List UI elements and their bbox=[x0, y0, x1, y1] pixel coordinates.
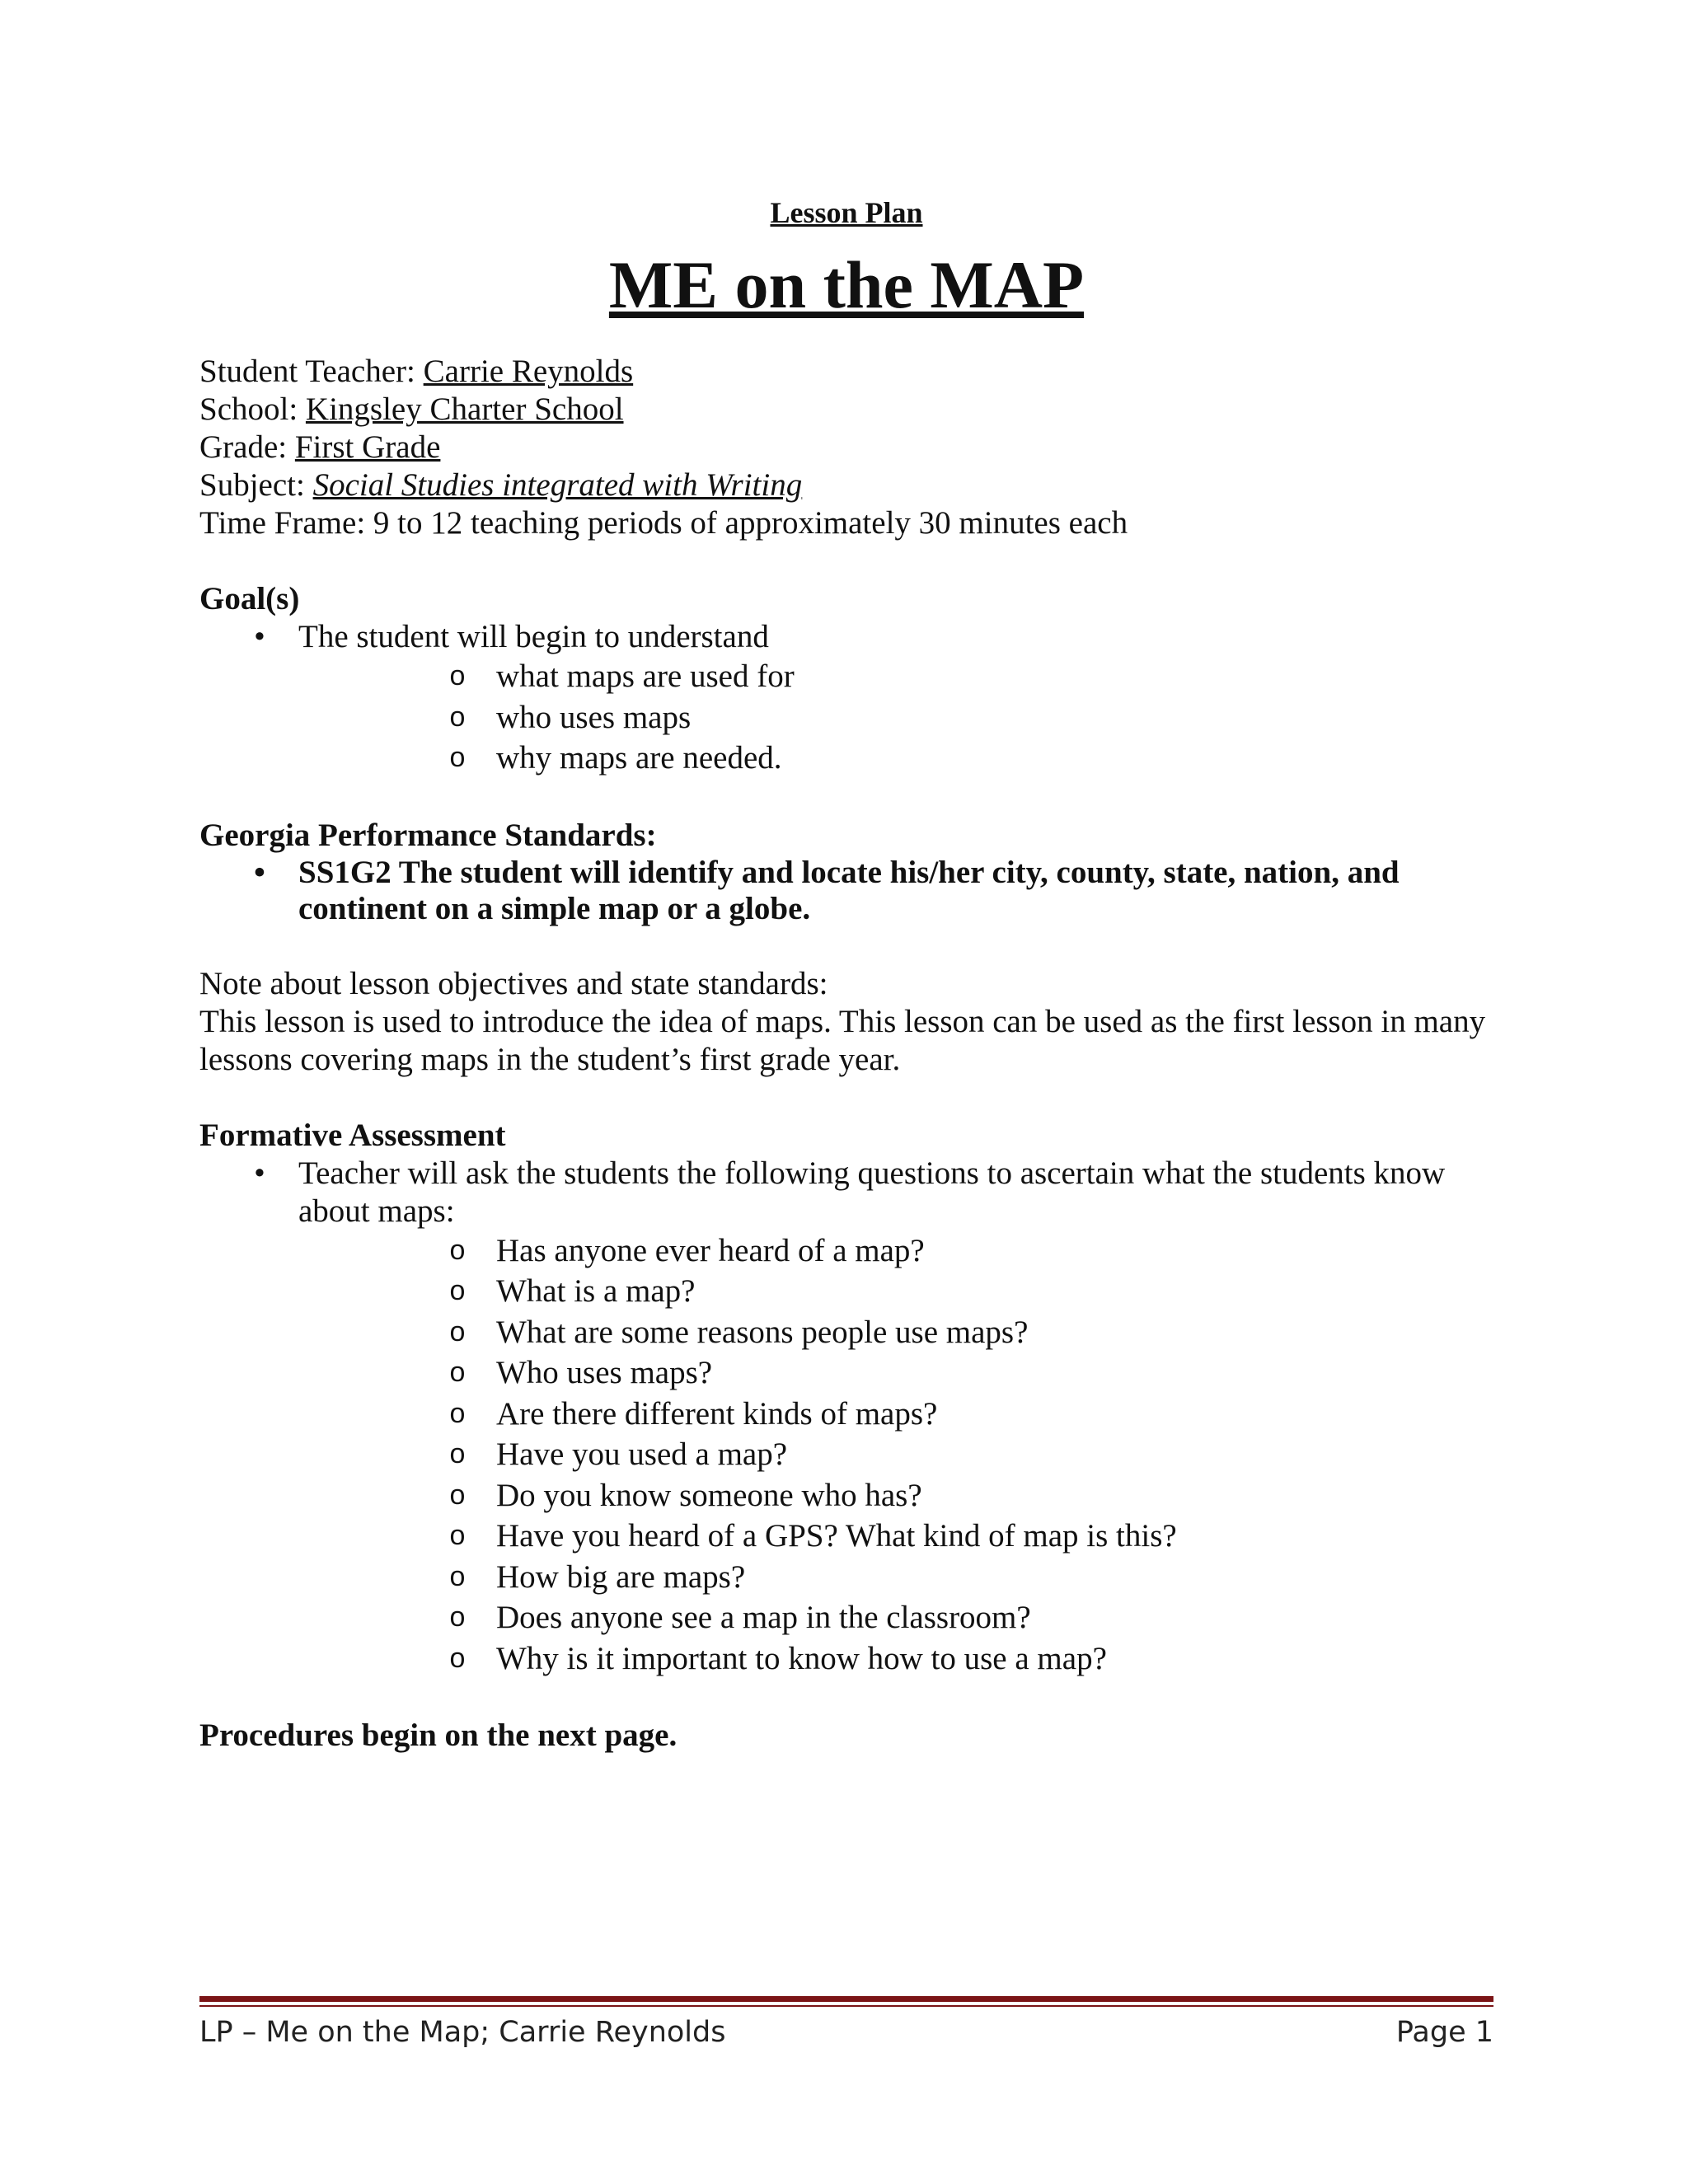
list-item-text: Does anyone see a map in the classroom? bbox=[496, 1600, 1031, 1635]
standards-bullet bbox=[199, 855, 1493, 927]
assessment-section bbox=[199, 1117, 1493, 1680]
list-item bbox=[298, 1271, 1493, 1312]
list-item bbox=[298, 1230, 1493, 1272]
list-item-text: What is a map? bbox=[496, 1273, 696, 1309]
page-number: Page 1 bbox=[1395, 2016, 1493, 2049]
footer-title: LP – Me on the Map; Carrie Reynolds bbox=[199, 2016, 726, 2049]
list-item-text: what maps are used for bbox=[496, 658, 795, 694]
list-item-text: Do you know someone who has? bbox=[496, 1477, 922, 1513]
list-item bbox=[298, 1516, 1493, 1557]
sub-marker: o bbox=[449, 1520, 466, 1551]
note-heading: Note about lesson objectives and state standards: bbox=[199, 965, 828, 1001]
note-section bbox=[199, 965, 1493, 1079]
list-item bbox=[298, 1475, 1493, 1516]
sub-marker: o bbox=[449, 1234, 466, 1266]
procedures-note: Procedures begin on the next page. bbox=[199, 1718, 678, 1753]
subject-line bbox=[199, 466, 1493, 504]
school-line bbox=[199, 391, 1493, 429]
standards-bullet-text: SS1G2 The student will identify and locate his/her city, county, state, nation, and continent on a simple map or a globe. bbox=[298, 854, 1400, 926]
sub-marker: o bbox=[449, 1479, 466, 1511]
standards-list bbox=[199, 855, 1493, 927]
sub-marker: o bbox=[449, 1601, 466, 1633]
list-item-text: How big are maps? bbox=[496, 1558, 746, 1595]
sub-marker: o bbox=[449, 701, 466, 733]
standards-heading: Georgia Performance Standards: bbox=[199, 817, 657, 853]
grade-value: First Grade bbox=[294, 429, 441, 465]
goals-bullet-text: The student will begin to understand bbox=[298, 619, 769, 654]
list-item-text: who uses maps bbox=[496, 699, 692, 735]
list-item-text: Who uses maps? bbox=[496, 1355, 713, 1390]
goals-bullet bbox=[199, 618, 1493, 779]
list-item-text: Are there different kinds of maps? bbox=[496, 1395, 938, 1432]
sub-marker: o bbox=[449, 1560, 466, 1592]
teacher-label: Student Teacher: bbox=[199, 354, 424, 389]
list-item bbox=[298, 656, 1493, 697]
timeframe-line bbox=[199, 504, 1493, 542]
goals-list bbox=[199, 618, 1493, 779]
assessment-bullet-text: Teacher will ask the students the following questions to ascertain what the students know about maps: bbox=[298, 1155, 1446, 1229]
assessment-list bbox=[199, 1155, 1493, 1680]
list-item-text: Why is it important to know how to use a map? bbox=[496, 1640, 1107, 1676]
bullet-marker: • bbox=[254, 1155, 265, 1191]
list-item-text: Has anyone ever heard of a map? bbox=[496, 1232, 925, 1268]
document-page bbox=[199, 194, 1493, 1755]
footer-rule bbox=[199, 1996, 1493, 2002]
goals-section bbox=[199, 580, 1493, 779]
assessment-bullet bbox=[199, 1155, 1493, 1680]
list-item bbox=[298, 1597, 1493, 1638]
timeframe-value: 9 to 12 teaching periods of approximately 30 minutes each bbox=[373, 505, 1128, 541]
list-item-text: why maps are needed. bbox=[496, 740, 782, 776]
list-item bbox=[298, 1557, 1493, 1598]
sub-marker: o bbox=[449, 660, 466, 691]
question-list bbox=[298, 1230, 1493, 1680]
school-label: School: bbox=[199, 391, 306, 427]
sub-marker: o bbox=[449, 1397, 466, 1429]
list-item-text: What are some reasons people use maps? bbox=[496, 1314, 1029, 1350]
list-item bbox=[298, 697, 1493, 738]
sub-marker: o bbox=[449, 1315, 466, 1347]
goals-heading: Goal(s) bbox=[199, 581, 300, 616]
grade-line bbox=[199, 429, 1493, 466]
bullet-marker: • bbox=[254, 619, 265, 654]
document-title: ME on the MAP bbox=[608, 247, 1085, 322]
subject-value: Social Studies integrated with Writing bbox=[312, 467, 803, 503]
footer-rule-thin bbox=[199, 2005, 1493, 2007]
list-item bbox=[298, 1312, 1493, 1353]
document-kicker: Lesson Plan bbox=[770, 196, 923, 229]
goals-sublist bbox=[298, 656, 1493, 779]
note-body: This lesson is used to introduce the idea of maps. This lesson can be used as the first lesson in many lessons covering maps in the student’s first grade year. bbox=[199, 1003, 1486, 1077]
teacher-line bbox=[199, 353, 1493, 391]
timeframe-label: Time Frame: bbox=[199, 505, 373, 541]
bullet-marker: • bbox=[254, 854, 265, 890]
list-item bbox=[298, 1638, 1493, 1680]
list-item bbox=[298, 1434, 1493, 1475]
sub-marker: o bbox=[449, 1357, 466, 1388]
list-item-text: Have you used a map? bbox=[496, 1436, 788, 1472]
lesson-info bbox=[199, 353, 1493, 542]
sub-marker: o bbox=[449, 1275, 466, 1306]
grade-label: Grade: bbox=[199, 429, 295, 465]
teacher-value: Carrie Reynolds bbox=[423, 354, 634, 389]
standards-section bbox=[199, 817, 1493, 927]
assessment-heading: Formative Assessment bbox=[199, 1117, 506, 1153]
list-item-text: Have you heard of a GPS? What kind of map is this? bbox=[496, 1518, 1177, 1554]
sub-marker: o bbox=[449, 1438, 466, 1469]
list-item bbox=[298, 738, 1493, 779]
sub-marker: o bbox=[449, 1642, 466, 1674]
sub-marker: o bbox=[449, 742, 466, 773]
list-item bbox=[298, 1352, 1493, 1394]
school-value: Kingsley Charter School bbox=[305, 391, 624, 427]
page-footer bbox=[199, 2011, 1493, 2054]
list-item bbox=[298, 1394, 1493, 1435]
subject-label: Subject: bbox=[199, 467, 313, 503]
